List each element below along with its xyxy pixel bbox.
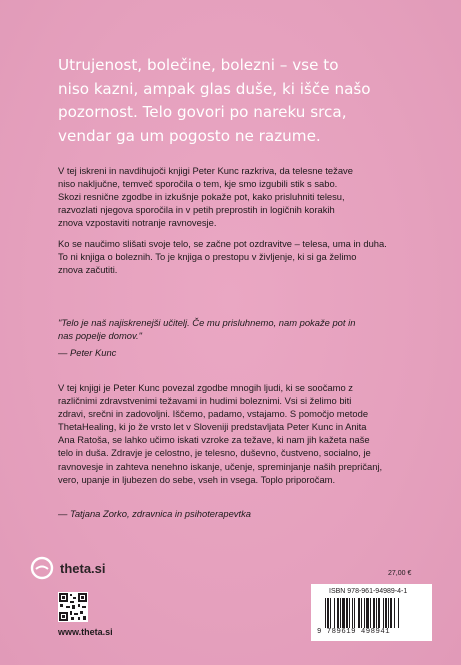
- barcode-stripe: [370, 598, 371, 628]
- qr-code-icon: [58, 592, 88, 622]
- barcode-stripe: [376, 598, 377, 628]
- text-line: zdravi, srečni in zadovoljni. Iščemo, padamo, vstajamo. S pomočjo metode: [58, 408, 369, 420]
- barcode-stripe: [342, 598, 345, 628]
- publisher-logo: [30, 556, 106, 580]
- text-line: V tej knjigi je Peter Kunc povezal zgodbe mnogih ljudi, ki se soočamo z: [58, 382, 353, 393]
- testimonial-paragraph: [58, 381, 420, 486]
- publisher-name: theta.si: [60, 560, 106, 576]
- barcode-stripe: [378, 598, 380, 628]
- barcode-stripe: [327, 598, 329, 628]
- text-line: "Telo je naš najiskrenejši učitelj. Če mu prisluhnemo, nam pokaže pot in: [58, 317, 356, 328]
- barcode-stripe: [346, 598, 348, 628]
- description-paragraph-2: [58, 237, 420, 276]
- barcode-stripe: [361, 598, 362, 628]
- barcode-stripe: [354, 598, 355, 628]
- barcode-stripe: [398, 598, 399, 628]
- barcode-stripe: [340, 598, 341, 628]
- website-url: www.theta.si: [58, 627, 113, 637]
- barcode-icon: [325, 598, 421, 628]
- headline-line: niso kazni, ampak glas duše, ki išče našo: [58, 79, 371, 98]
- barcode-stripe: [349, 598, 350, 628]
- barcode-stripe: [373, 598, 375, 628]
- barcode-stripe: [390, 598, 392, 628]
- text-line: vero, upanje in ljubezen do sebe, vseh in vsega. Toplo priporočam.: [58, 473, 336, 485]
- text-line: razvozlati njegova sporočila in v petih preprostih in logičnih korakih: [58, 204, 335, 216]
- testimonial-signature: — Tatjana Zorko, zdravnica in psihoterapevtka: [58, 508, 251, 519]
- quote-attribution: — Peter Kunc: [58, 347, 117, 358]
- barcode-stripe: [394, 598, 395, 628]
- text-line: ThetaHealing, ki jo že vrsto let v Sloveniji predstavljata Peter Kunc in Anita: [58, 421, 367, 433]
- author-quote: [58, 316, 420, 342]
- description-paragraph-1: [58, 164, 420, 229]
- barcode-digits: 9 789619 498941: [317, 628, 391, 636]
- barcode-stripe: [337, 598, 339, 628]
- text-line: niso naključne, temveč sporočila o tem, kje smo izgubili stik s sabo.: [58, 178, 338, 190]
- barcode-stripe: [325, 598, 326, 628]
- barcode-stripe: [364, 598, 365, 628]
- headline: [58, 54, 418, 148]
- barcode-stripe: [334, 598, 335, 628]
- headline-line: vendar ga um pogosto ne razume.: [58, 126, 321, 145]
- barcode-panel: [311, 584, 432, 641]
- barcode-stripe: [385, 598, 387, 628]
- text-line: ravnovesje in zahteva nenehno iskanje, učenje, spreminjanje naših prepričanj,: [58, 460, 383, 472]
- price: 27,00 €: [388, 570, 412, 577]
- text-line: V tej iskreni in navdihujoči knjigi Peter Kunc razkriva, da telesne težave: [58, 165, 353, 176]
- barcode-stripe: [330, 598, 331, 628]
- isbn-number: ISBN 978-961-94989-4-1: [329, 588, 408, 595]
- text-line: nas popelje domov.": [58, 330, 142, 342]
- barcode-stripe: [352, 598, 353, 628]
- headline-line: pozornost. Telo govori po nareku srca,: [58, 103, 347, 121]
- barcode-stripe: [383, 598, 384, 628]
- text-line: znova začutiti.: [58, 264, 118, 276]
- barcode-stripe: [366, 598, 369, 628]
- headline-line: Utrujenost, bolečine, bolezni – vse to: [58, 56, 339, 74]
- theta-logo-icon: [30, 556, 54, 580]
- text-line: znova vzpostaviti notranje ravnovesje.: [58, 217, 217, 229]
- text-line: Ana Ratoša, se lahko učimo iskati vzroke za težave, ki nam jih kažeta naše: [58, 434, 370, 446]
- text-line: telo in duša. Zdravje je celostno, je telesno, duševno, čustveno, socialno, je: [58, 447, 371, 459]
- text-line: različnimi zdravstvenimi težavami in hudimi boleznimi. Vsi si želimo biti: [58, 395, 352, 407]
- text-line: Ko se naučimo slišati svoje telo, se začne pot ozdravitve – telesa, uma in duha.: [58, 238, 387, 249]
- barcode-stripe: [388, 598, 389, 628]
- text-line: To ni knjiga o boleznih. To je knjiga o prestopu v življenje, ki si ga želimo: [58, 251, 357, 263]
- text-line: Skozi resnične zgodbe in izkušnje pokaže pot, kako prisluhniti telesu,: [58, 191, 345, 203]
- barcode-stripe: [358, 598, 360, 628]
